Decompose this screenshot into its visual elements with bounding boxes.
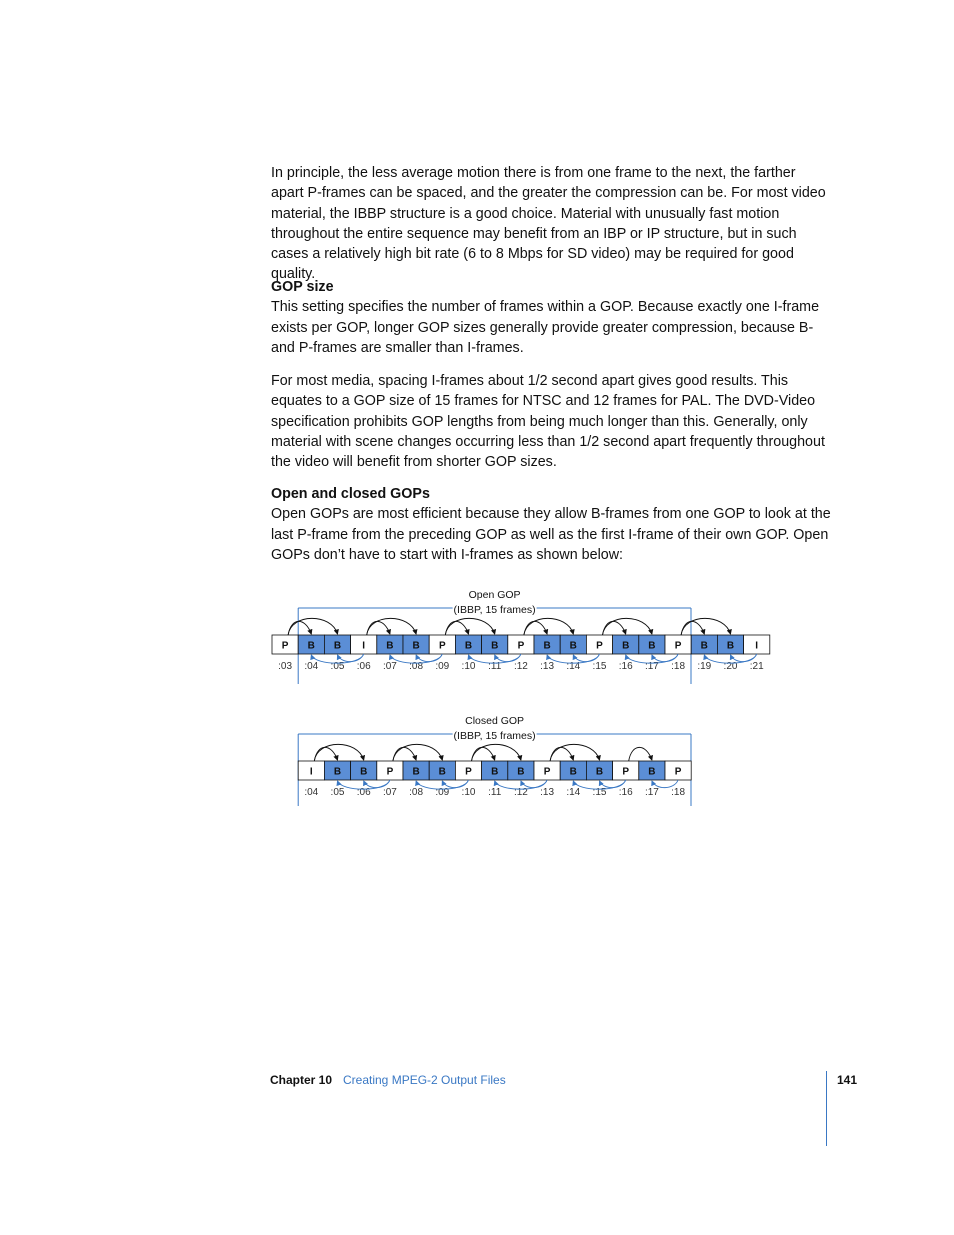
frame-timecode: :06 xyxy=(356,787,371,798)
gop-label: Open GOP xyxy=(468,589,521,601)
frame-timecode: :08 xyxy=(409,787,424,798)
paragraph-motion: In principle, the less average motion there is from one frame to the next, the farther apart P-frames can be spaced, and the greater the compression can be. For most video material, the IBBP structure is a good choice. Material with unusually fast motion throughout the entire sequence may benefit from an IBP or IP structure, but in such cases a relatively high bit rate (6 to 8 Mbps for SD video) may be required for good quality. xyxy=(271,165,826,283)
frame-type-label: B xyxy=(543,640,551,652)
frame-timecode: :13 xyxy=(540,787,555,798)
footer-page-number: 141 xyxy=(837,1073,858,1087)
frame-type-label: I xyxy=(309,766,313,778)
gop-label-sub: (IBBP, 15 frames) xyxy=(453,730,536,742)
frame-type-label: B xyxy=(726,640,735,652)
paragraph-open-closed: Open GOPs are most efficient because they allow B-frames from one GOP to look at the last P-frame from the preceding GOP as well as the first I-frame of their own GOP. Open GOPs don’t have to start with I-frames as shown below: xyxy=(271,506,831,563)
frame-type-label: B xyxy=(360,766,368,778)
forward-reference-arrow xyxy=(445,621,468,635)
forward-reference-arrow xyxy=(367,618,416,635)
forward-reference-arrow xyxy=(393,744,442,761)
frame-timecode: :13 xyxy=(540,661,555,672)
frame-timecode: :16 xyxy=(618,661,633,672)
frame-type-label: P xyxy=(674,766,682,778)
frame-type-label: B xyxy=(595,766,604,778)
forward-reference-arrow xyxy=(681,618,730,635)
frame-timecode: :12 xyxy=(513,787,528,798)
forward-reference-arrow xyxy=(524,618,573,635)
frame-type-label: B xyxy=(491,640,499,652)
frame-timecode: :11 xyxy=(488,661,502,672)
forward-reference-arrow xyxy=(288,618,337,635)
frame-type-label: B xyxy=(569,766,577,778)
frame-type-label: B xyxy=(648,640,656,652)
frame-timecode: :12 xyxy=(513,661,528,672)
gop-label: Closed GOP xyxy=(465,715,525,727)
forward-reference-arrow xyxy=(603,621,626,635)
frame-type-label: P xyxy=(674,640,682,652)
frame-type-label: P xyxy=(465,766,472,778)
frame-timecode: :17 xyxy=(644,787,659,798)
frame-type-label: P xyxy=(543,766,551,778)
frame-type-label: I xyxy=(755,640,759,652)
frame-type-label: B xyxy=(464,640,473,652)
frame-timecode: :03 xyxy=(278,661,293,672)
footer-chapter: Chapter 10 xyxy=(270,1073,333,1087)
frame-type-label: B xyxy=(491,766,499,778)
forward-reference-arrow xyxy=(288,621,311,635)
frame-type-label: B xyxy=(412,766,420,778)
closed-gop-svg xyxy=(265,710,785,810)
forward-reference-arrow xyxy=(472,747,495,761)
intro-paragraph xyxy=(271,163,831,285)
paragraph-spacing: For most media, spacing I-frames about 1/2 second apart gives good results. This equates to a GOP size of 15 frames for NTSC and 12 frames for PAL. The DVD-Video specification prohibits GOP lengths from being much longer than this. Generally, only material with scene changes occurring less than 1/2 second apart frequently throughout the video will benefit from shorter GOP sizes. xyxy=(271,373,825,471)
spacing-paragraph xyxy=(271,371,831,472)
frame-type-label: B xyxy=(438,766,446,778)
gop-size-section xyxy=(271,277,831,358)
frame-timecode: :18 xyxy=(671,661,686,672)
open-closed-section xyxy=(271,484,831,565)
frame-type-label: B xyxy=(307,640,315,652)
forward-reference-arrow xyxy=(367,621,390,635)
frame-timecode: :10 xyxy=(461,787,476,798)
gop-label-sub: (IBBP, 15 frames) xyxy=(453,604,536,616)
forward-reference-arrow xyxy=(472,744,521,761)
frame-timecode: :06 xyxy=(356,661,371,672)
heading-open-closed: Open and closed GOPs xyxy=(271,486,430,502)
frame-timecode: :05 xyxy=(330,661,345,672)
frame-timecode: :16 xyxy=(618,787,633,798)
frame-timecode: :10 xyxy=(461,661,476,672)
paragraph-gop-size: This setting specifies the number of frames within a GOP. Because exactly one I-frame exists per GOP, longer GOP sizes generally provide greater compression, because B- and P-frames are smaller than I-frames. xyxy=(271,299,820,356)
frame-type-label: B xyxy=(517,766,525,778)
forward-reference-arrow xyxy=(445,618,494,635)
frame-type-label: B xyxy=(386,640,394,652)
frame-type-label: B xyxy=(648,766,656,778)
heading-gop-size: GOP size xyxy=(271,279,334,295)
frame-type-label: B xyxy=(569,640,577,652)
forward-reference-arrow xyxy=(603,618,652,635)
frame-timecode: :20 xyxy=(723,661,738,672)
frame-timecode: :15 xyxy=(592,787,607,798)
frame-timecode: :09 xyxy=(435,661,450,672)
frame-timecode: :04 xyxy=(304,661,319,672)
open-gop-svg xyxy=(265,584,785,684)
frame-type-label: B xyxy=(333,766,342,778)
frame-timecode: :11 xyxy=(488,787,502,798)
forward-reference-arrow xyxy=(314,747,337,761)
frame-type-label: B xyxy=(412,640,420,652)
frame-type-label: P xyxy=(622,766,630,778)
closed-gop-diagram xyxy=(265,710,785,810)
frame-timecode: :04 xyxy=(304,787,319,798)
footer-chapter-title[interactable]: Creating MPEG-2 Output Files xyxy=(343,1073,506,1087)
frame-type-label: P xyxy=(596,640,603,652)
frame-timecode: :21 xyxy=(749,661,764,672)
frame-type-label: P xyxy=(386,766,394,778)
frame-timecode: :19 xyxy=(697,661,712,672)
frame-type-label: B xyxy=(622,640,630,652)
frame-timecode: :17 xyxy=(644,661,659,672)
frame-timecode: :07 xyxy=(382,787,397,798)
frame-timecode: :09 xyxy=(435,787,450,798)
frame-timecode: :07 xyxy=(382,661,397,672)
frame-type-label: P xyxy=(517,640,525,652)
open-gop-diagram xyxy=(265,584,785,684)
frame-timecode: :05 xyxy=(330,787,345,798)
frame-timecode: :18 xyxy=(671,787,686,798)
frame-type-label: B xyxy=(700,640,708,652)
forward-reference-arrow xyxy=(550,744,599,761)
frame-type-label: B xyxy=(333,640,342,652)
frame-type-label: P xyxy=(438,640,446,652)
forward-reference-arrow xyxy=(314,744,363,761)
forward-reference-arrow xyxy=(681,621,704,635)
frame-timecode: :08 xyxy=(409,661,424,672)
forward-reference-arrow xyxy=(393,747,416,761)
frame-timecode: :14 xyxy=(566,787,581,798)
forward-reference-arrow xyxy=(629,747,652,761)
frame-timecode: :14 xyxy=(566,661,581,672)
forward-reference-arrow xyxy=(524,621,547,635)
frame-type-label: I xyxy=(362,640,366,652)
frame-type-label: P xyxy=(281,640,289,652)
frame-timecode: :15 xyxy=(592,661,607,672)
footer-divider xyxy=(826,1071,827,1146)
forward-reference-arrow xyxy=(550,747,573,761)
